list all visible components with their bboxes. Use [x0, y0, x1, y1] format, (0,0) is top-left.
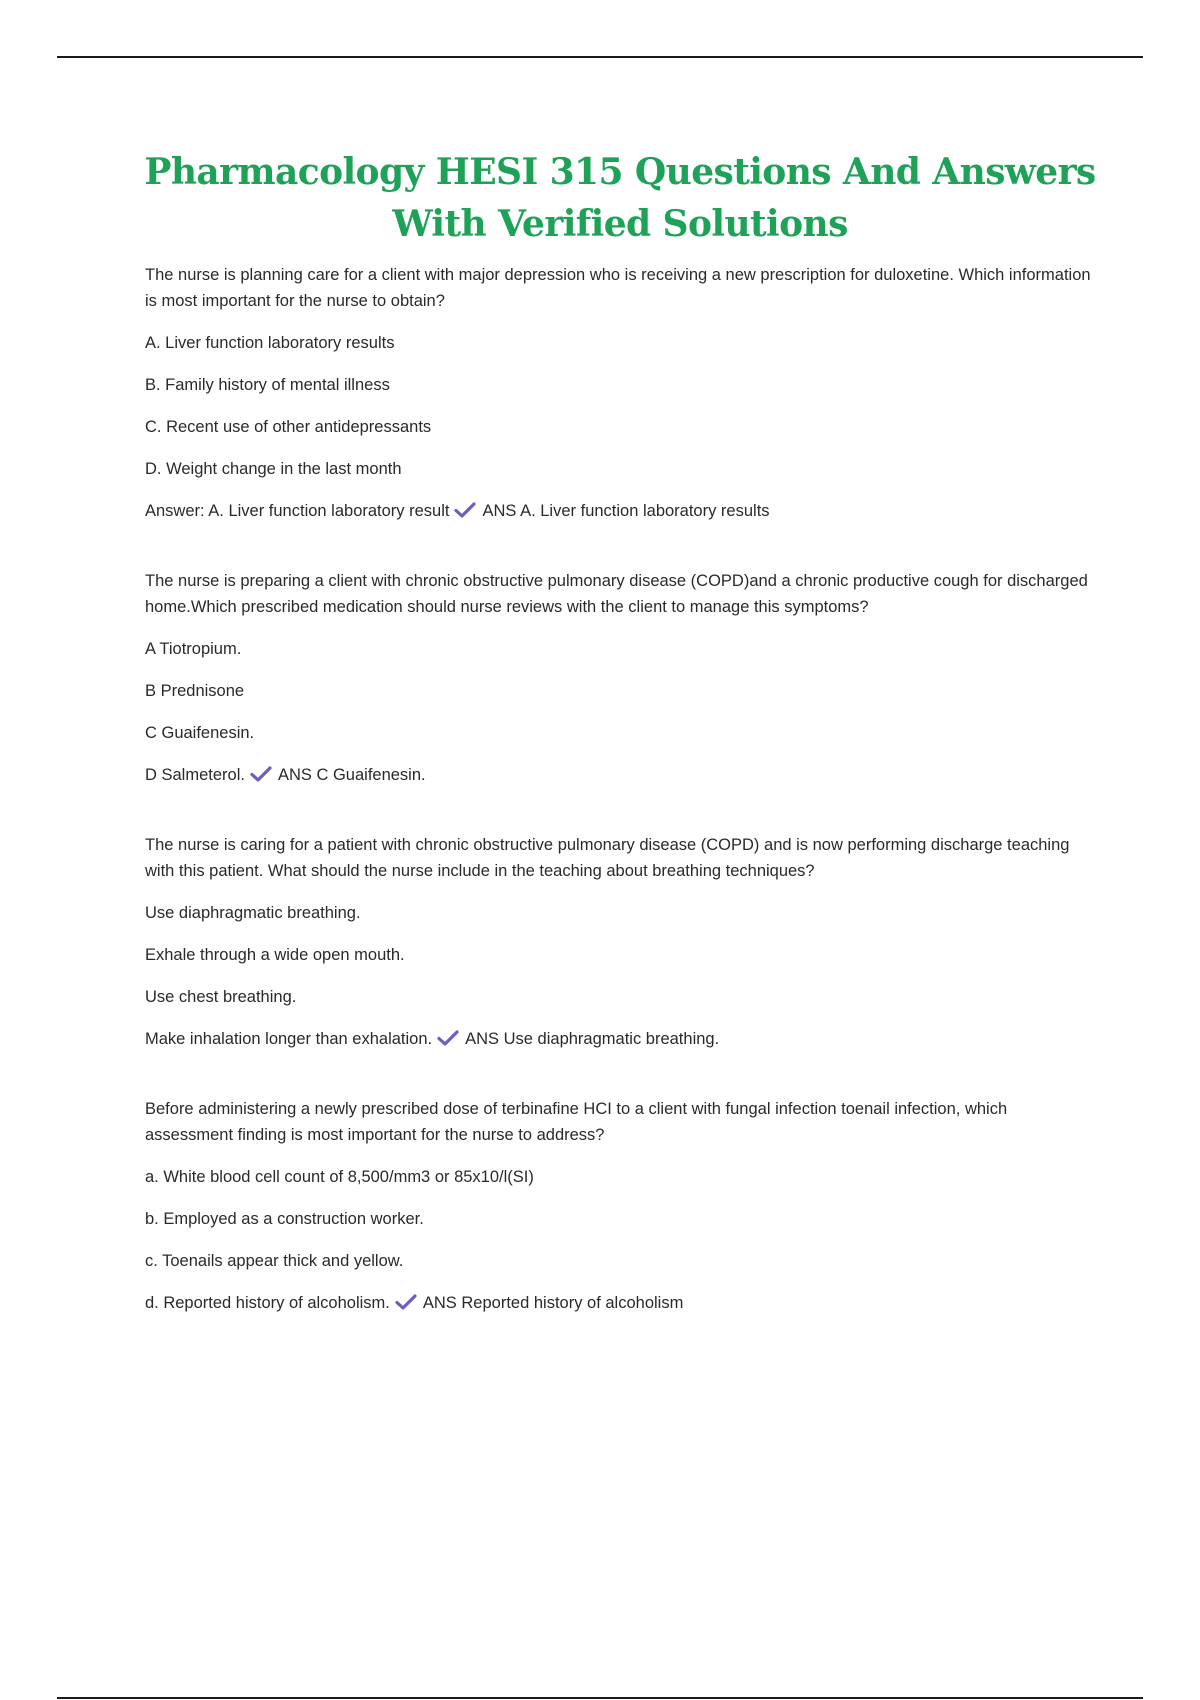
question-list: [145, 262, 1095, 1360]
answer-line: [145, 762, 1095, 788]
answer-option: A. Liver function laboratory results: [145, 334, 395, 352]
question-text: The nurse is caring for a patient with chronic obstructive pulmonary disease (COPD) and is now performing discharge teaching with this patient. What should the nurse include in the teaching about breathing techniques?: [145, 836, 1070, 880]
answer-option: Make inhalation longer than exhalation.: [145, 1030, 433, 1048]
question-text: The nurse is preparing a client with chronic obstructive pulmonary disease (COPD)and a chronic productive cough for discharged home.Which prescribed medication should nurse reviews with the client to manage this symptoms?: [145, 572, 1088, 616]
correct-answer: ANS A. Liver function laboratory results: [482, 502, 770, 520]
correct-answer: ANS C Guaifenesin.: [277, 766, 426, 784]
answer-option: C. Recent use of other antidepressants: [145, 418, 432, 436]
question-block: [145, 568, 1095, 788]
document-title: Pharmacology HESI 315 Questions And Answers With Verified Solutions: [144, 151, 1096, 245]
check-icon: [250, 766, 272, 782]
question-text: The nurse is planning care for a client with major depression who is receiving a new prescription for duloxetine. Which information is most important for the nurse to obtain?: [145, 266, 1091, 310]
check-icon: [454, 502, 476, 518]
answer-line: [145, 1290, 1095, 1316]
check-icon: [395, 1294, 417, 1310]
answer-option: D. Weight change in the last month: [145, 460, 402, 478]
correct-answer: ANS Reported history of alcoholism: [422, 1294, 684, 1312]
answer-option: Answer: A. Liver function laboratory result: [145, 502, 450, 520]
answer-option: c. Toenails appear thick and yellow.: [145, 1252, 404, 1270]
answer-line: [145, 498, 1095, 524]
answer-option: D Salmeterol.: [145, 766, 245, 784]
answer-option: B. Family history of mental illness: [145, 376, 390, 394]
answer-option: Use chest breathing.: [145, 988, 297, 1006]
answer-option: a. White blood cell count of 8,500/mm3 or 85x10/l(SI): [145, 1168, 534, 1186]
answer-option: A Tiotropium.: [145, 640, 242, 658]
answer-option: Use diaphragmatic breathing.: [145, 904, 361, 922]
answer-option: Exhale through a wide open mouth.: [145, 946, 405, 964]
answer-option: C Guaifenesin.: [145, 724, 255, 742]
answer-line: [145, 1026, 1095, 1052]
question-block: [145, 832, 1095, 1052]
answer-option: b. Employed as a construction worker.: [145, 1210, 424, 1228]
answer-option: d. Reported history of alcoholism.: [145, 1294, 390, 1312]
question-block: [145, 1096, 1095, 1316]
question-text: Before administering a newly prescribed dose of terbinafine HCI to a client with fungal infection toenail infection, which assessment finding is most important for the nurse to address?: [145, 1100, 1008, 1144]
answer-option: B Prednisone: [145, 682, 245, 700]
top-rule: [57, 56, 1143, 58]
correct-answer: ANS Use diaphragmatic breathing.: [465, 1030, 720, 1048]
bottom-rule: [57, 1697, 1143, 1699]
question-block: [145, 262, 1095, 524]
check-icon: [437, 1030, 459, 1046]
